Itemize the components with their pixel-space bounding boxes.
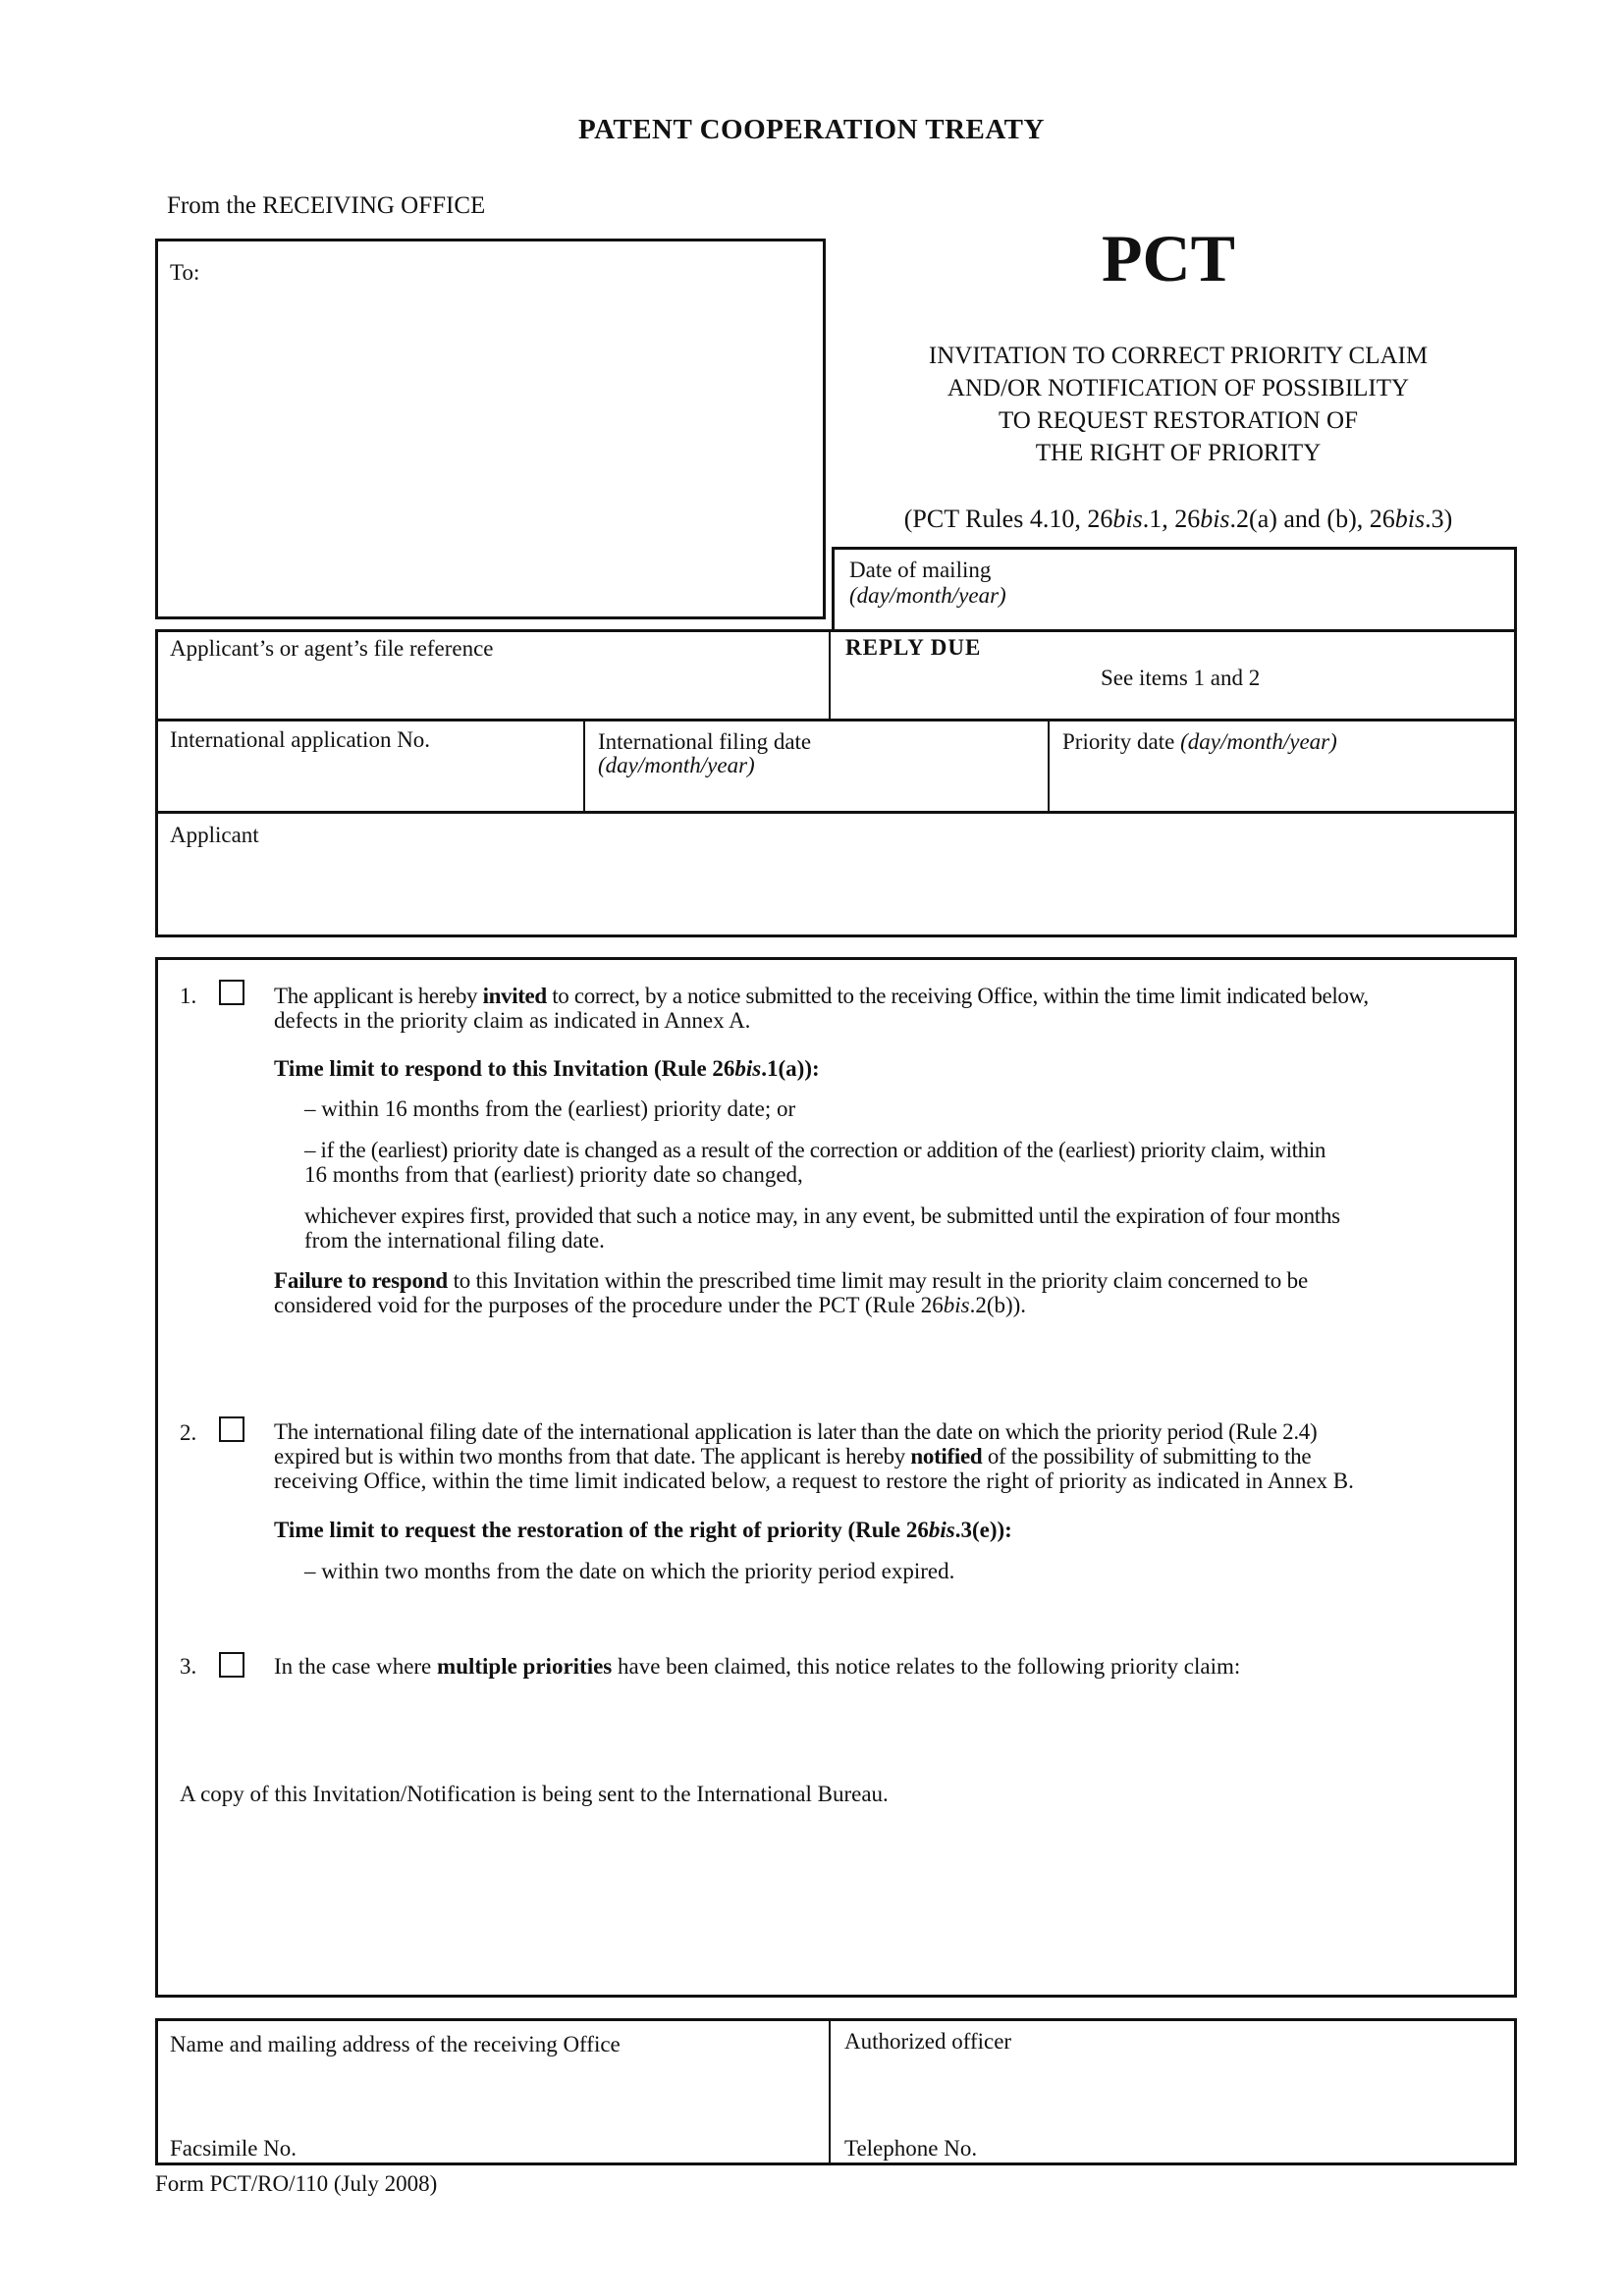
item1-whichever-line2: from the international filing date. (304, 1228, 605, 1253)
applicant-row (155, 811, 1517, 937)
date-of-mailing-box (832, 547, 1517, 632)
from-office-label: From the RECEIVING OFFICE (167, 192, 486, 219)
item1-time-limit-heading: Time limit to respond to this Invitation (Rule 26bis.1(a)): (274, 1056, 820, 1081)
priority-date-label: Priority date (day/month/year) (1062, 729, 1337, 754)
treaty-title: PATENT COOPERATION TREATY (578, 114, 1045, 145)
intl-filing-date-label: International filing date (598, 729, 812, 754)
reply-due-label: REPLY DUE (845, 635, 982, 660)
item1-option-1: – within 16 months from the (earliest) priority date; or (304, 1096, 796, 1121)
form-identifier: Form PCT/RO/110 (July 2008) (155, 2171, 438, 2196)
footer-box (155, 2018, 1517, 2165)
item1-text-line2: defects in the priority claim as indicated in Annex A. (274, 1008, 751, 1033)
item-number: 1. (180, 984, 197, 1008)
item1-failure-line1: Failure to respond to this Invitation within the prescribed time limit may result in the priority claim concerned to be (274, 1268, 1308, 1293)
item2-text-line3: receiving Office, within the time limit indicated below, a request to restore the right of priority as indicated in Annex B. (274, 1468, 1354, 1493)
item2-time-limit-heading: Time limit to request the restoration of the right of priority (Rule 26bis.3(e)): (274, 1518, 1012, 1542)
item-number: 3. (180, 1654, 197, 1679)
copy-note: A copy of this Invitation/Notification is being sent to the International Bureau. (180, 1782, 889, 1806)
applicant-label: Applicant (170, 823, 259, 847)
item3-checkbox[interactable] (219, 1652, 244, 1678)
to-label: To: (170, 260, 200, 285)
form-title (844, 340, 1512, 469)
facsimile-label: Facsimile No. (170, 2136, 298, 2161)
item1-checkbox[interactable] (219, 980, 244, 1005)
item2-text-line2: expired but is within two months from that date. The applicant is hereby notified of the possibility of submitting to the (274, 1444, 1312, 1468)
form-title-line: TO REQUEST RESTORATION OF (998, 407, 1358, 434)
form-title-line: THE RIGHT OF PRIORITY (1035, 440, 1322, 466)
authorized-officer-label: Authorized officer (844, 2029, 1012, 2054)
item1-text-line1: The applicant is hereby invited to correct, by a notice submitted to the receiving Office, within the time limit indicated below, (274, 984, 1369, 1008)
rules-reference: (PCT Rules 4.10, 26bis.1, 26bis.2(a) and (b), 26bis.3) (903, 505, 1453, 533)
file-reference-row (155, 629, 1517, 721)
item1-option-2-line1: – if the (earliest) priority date is changed as a result of the correction or addition of the (earliest) priority claim, within (304, 1138, 1326, 1162)
item2-text-line1: The international filing date of the international application is later than the date on which the priority period (Rule 2.4) (274, 1419, 1318, 1444)
intl-filing-date-format: (day/month/year) (598, 753, 755, 777)
application-info-row (155, 719, 1517, 814)
telephone-label: Telephone No. (844, 2136, 978, 2161)
item-number: 2. (180, 1420, 197, 1445)
date-of-mailing-label: Date of mailing (849, 558, 992, 582)
addressee-box (155, 239, 826, 619)
office-name-label: Name and mailing address of the receiving Office (170, 2032, 621, 2056)
item2-checkbox[interactable] (219, 1416, 244, 1442)
intl-app-no-label: International application No. (170, 727, 431, 752)
item1-whichever-line1: whichever expires first, provided that such a notice may, in any event, be submitted until the expiration of four months (304, 1203, 1340, 1228)
form-title-line: AND/OR NOTIFICATION OF POSSIBILITY (947, 375, 1410, 401)
pct-logo-text: PCT (1102, 221, 1235, 295)
date-of-mailing-format: (day/month/year) (849, 583, 1006, 608)
item2-option-1: – within two months from the date on which the priority period expired. (304, 1559, 955, 1583)
form-title-line: INVITATION TO CORRECT PRIORITY CLAIM (928, 343, 1429, 369)
file-reference-label: Applicant’s or agent’s file reference (170, 636, 494, 661)
item1-failure-line2: considered void for the purposes of the procedure under the PCT (Rule 26bis.2(b)). (274, 1293, 1027, 1317)
see-items-note: See items 1 and 2 (1101, 666, 1261, 690)
item3-text: In the case where multiple priorities have been claimed, this notice relates to the following priority claim: (274, 1654, 1241, 1679)
item1-option-2-line2: 16 months from that (earliest) priority date so changed, (304, 1162, 803, 1187)
